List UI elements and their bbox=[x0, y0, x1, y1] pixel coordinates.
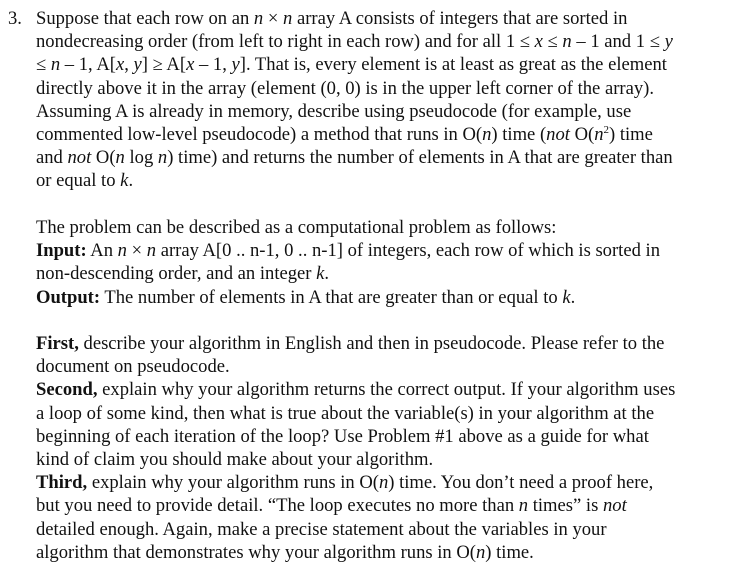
second-task-line bbox=[36, 378, 730, 401]
statement-line: commented low-level pseudocode) a method that runs in O(n) time (not $O(n^2)$ time bbox=[36, 123, 653, 145]
third-text-line4: algorithm that demonstrates why your algorithm runs in O(n) time. bbox=[36, 541, 534, 563]
statement-line: Assuming A is already in memory, describe using pseudocode (for example, use bbox=[36, 100, 632, 122]
statement-line: or equal to k. bbox=[36, 170, 134, 192]
statement-line: Suppose that each row on an n × n array A consists of integers that are sorted in bbox=[36, 8, 628, 29]
task-instructions bbox=[36, 332, 730, 564]
statement-line: nondecreasing order (from left to right in each row) and for all 1 ≤ x ≤ n – 1 and 1 ≤ y bbox=[36, 31, 673, 53]
statement-line: directly above it in the array (element (0, 0) is in the upper left corner of the array). bbox=[36, 77, 654, 99]
third-text-line2: but you need to provide detail. “The loop executes no more than n times” is not bbox=[36, 495, 627, 517]
statement-line: and not O(n log n) time) and returns the number of elements in A that are greater than bbox=[36, 147, 673, 169]
second-label: Second, bbox=[36, 379, 98, 401]
third-label: Third, bbox=[36, 472, 88, 494]
second-text-line1: explain why your algorithm returns the correct output. If your algorithm uses bbox=[102, 379, 676, 401]
third-text-line1: explain why your algorithm runs in O(n) time. You don’t need a proof here, bbox=[91, 472, 654, 494]
first-task-line bbox=[36, 332, 730, 355]
output-line bbox=[36, 286, 730, 309]
input-text-line1: An n × n array A[0 .. n-1, 0 .. n-1] of integers, each row of which is sorted in bbox=[90, 240, 661, 262]
output-label: Output: bbox=[36, 286, 101, 308]
second-text-line3: beginning of each iteration of the loop? Use Problem #1 above as a guide for what bbox=[36, 425, 649, 447]
cp-intro: The problem can be described as a computational problem as follows: bbox=[36, 217, 557, 238]
problem-statement bbox=[36, 7, 730, 193]
input-label: Input: bbox=[36, 240, 87, 262]
input-text-line2: non-descending order, and an integer k. bbox=[36, 263, 330, 285]
computational-problem bbox=[36, 216, 730, 309]
problem-number: 3. bbox=[8, 8, 22, 29]
second-text-line2: a loop of some kind, then what is true about the variable(s) in your algorithm at the bbox=[36, 402, 655, 424]
first-text-line1: describe your algorithm in English and then in pseudocode. Please refer to the bbox=[83, 333, 665, 354]
second-text-line4: kind of claim you should make about your algorithm. bbox=[36, 448, 434, 470]
input-line bbox=[36, 239, 730, 262]
first-label: First, bbox=[36, 333, 79, 354]
third-text-line3: detailed enough. Again, make a precise statement about the variables in your bbox=[36, 518, 607, 540]
output-text: The number of elements in A that are greater than or equal to k. bbox=[104, 286, 576, 308]
first-text-line2: document on pseudocode. bbox=[36, 356, 230, 378]
statement-line: ≤ n – 1, A[x, y] ≥ A[x – 1, y]. That is, every element is at least as great as the element bbox=[36, 54, 667, 76]
third-task-line bbox=[36, 471, 730, 494]
